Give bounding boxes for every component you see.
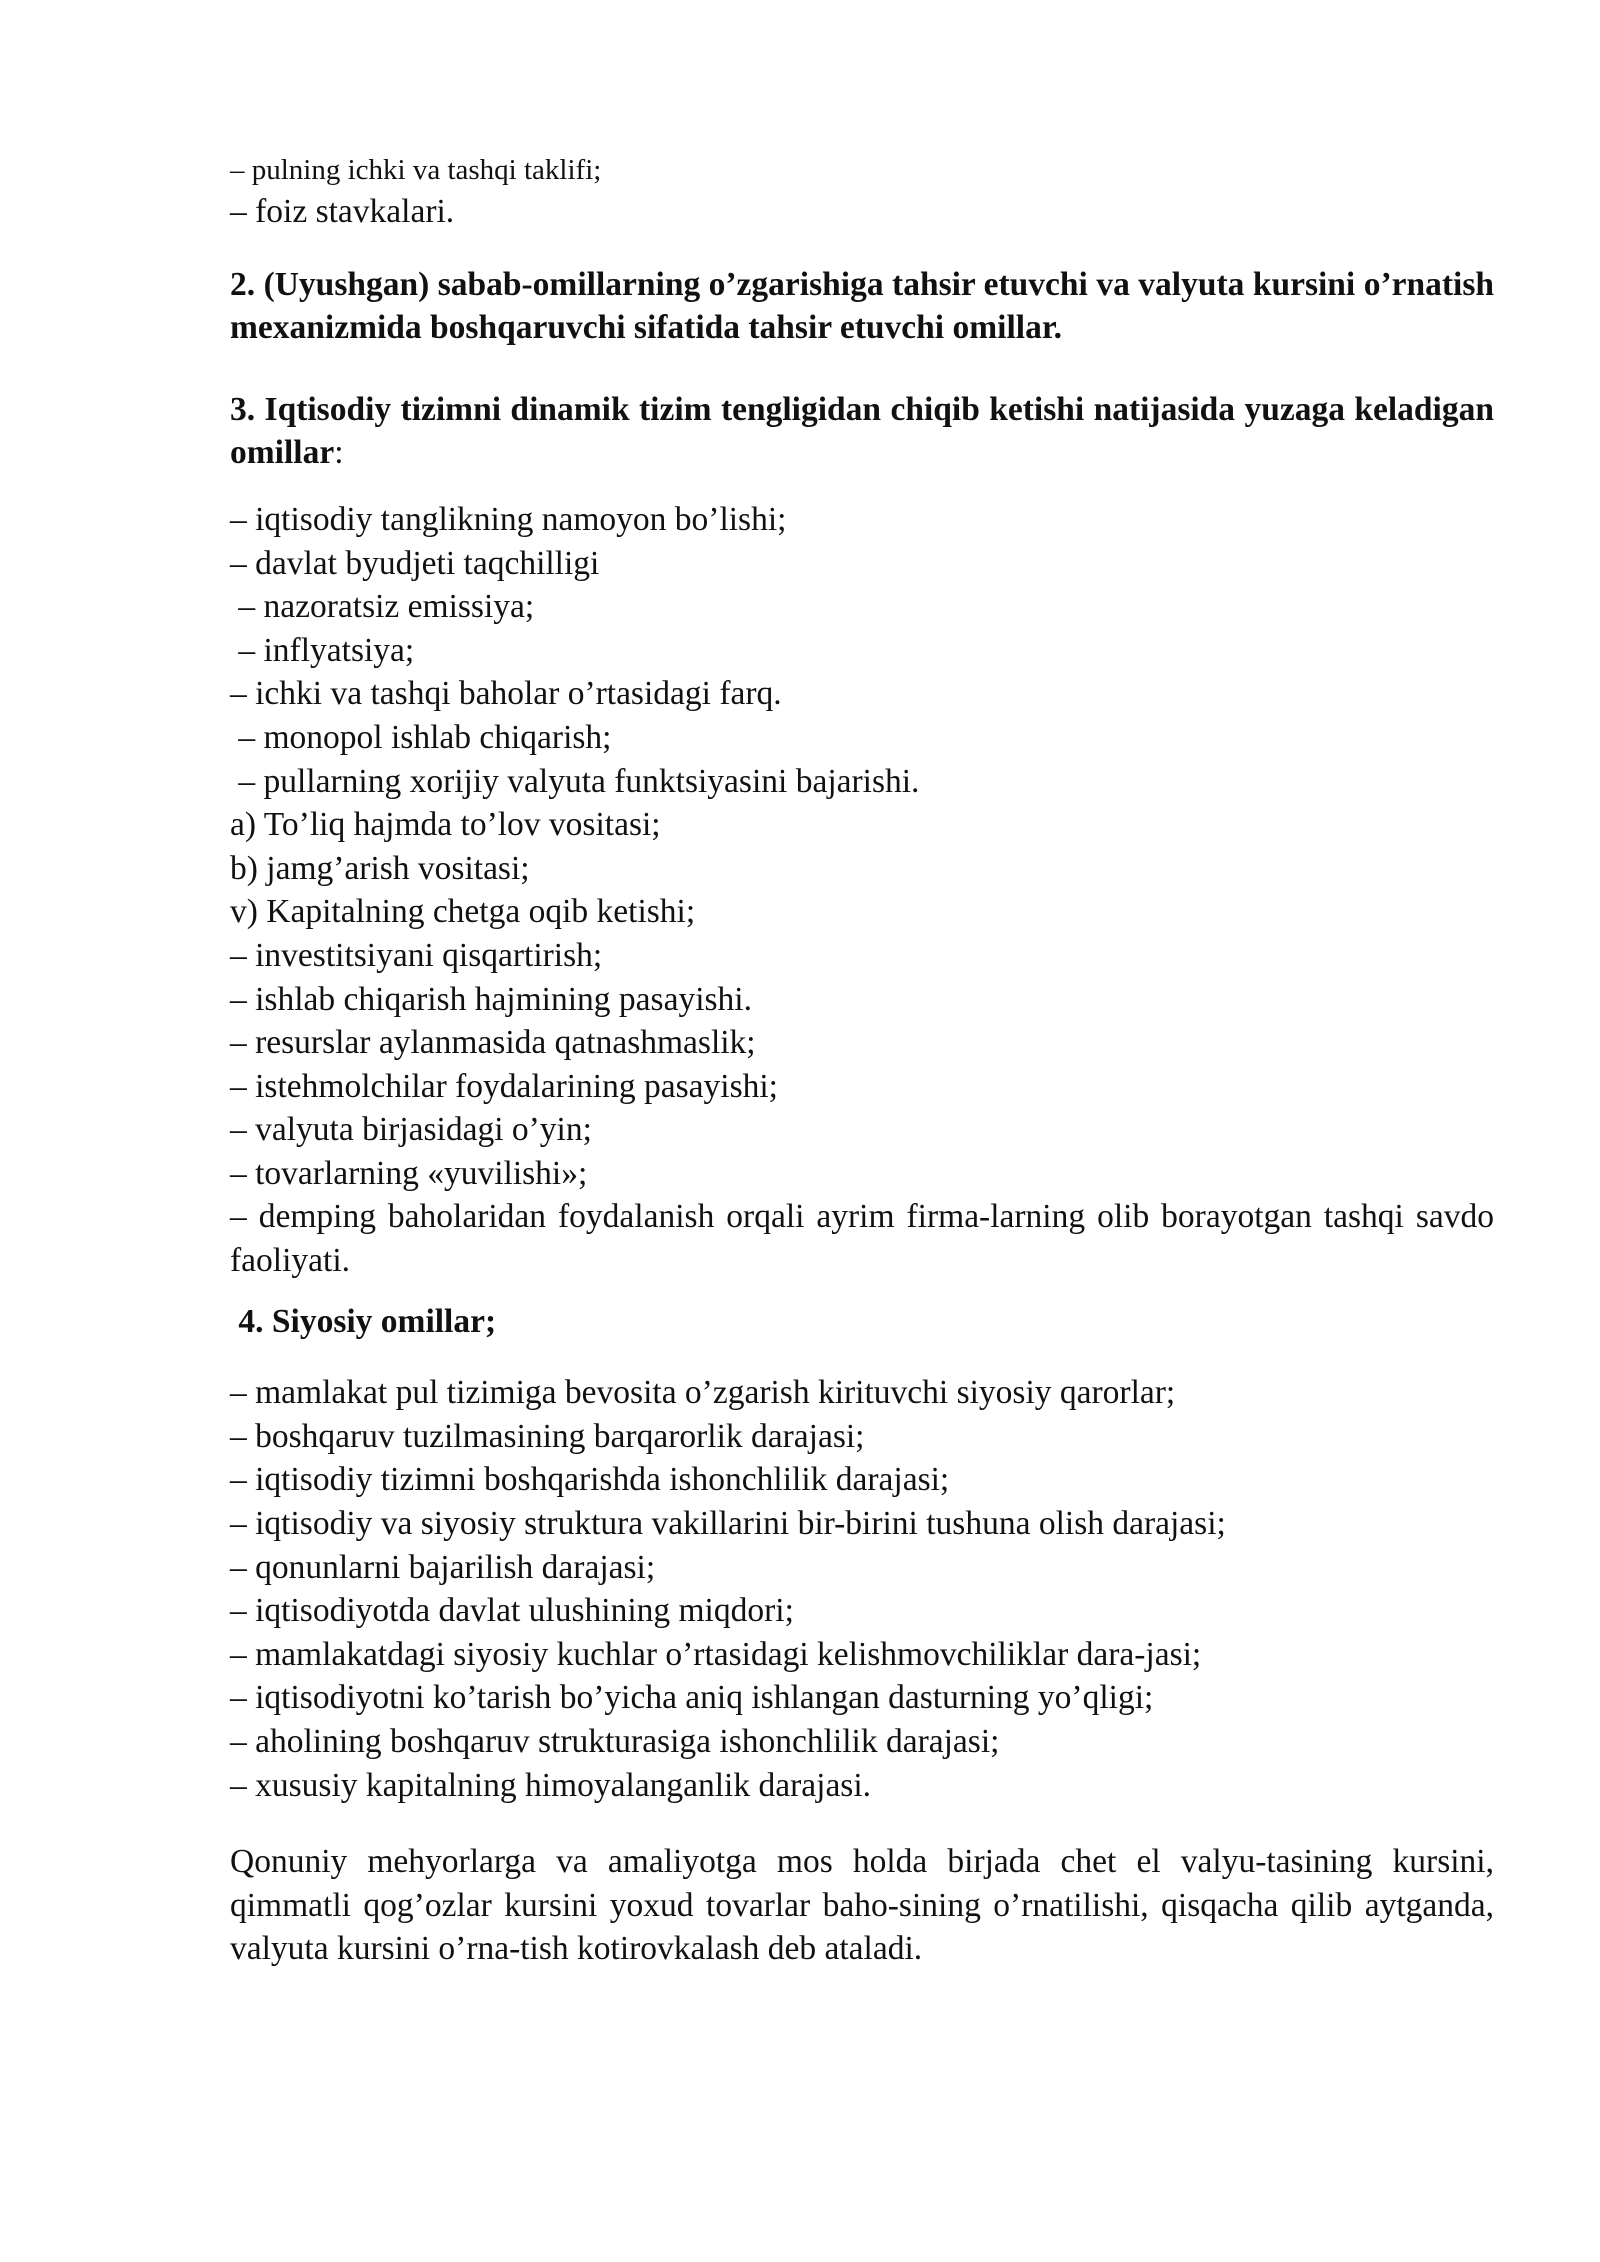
list-item: – valyuta birjasidagi o’yin; bbox=[230, 1111, 592, 1149]
list-item: – monopol ishlab chiqarish; bbox=[230, 718, 612, 756]
section-4-list bbox=[230, 1371, 1494, 1807]
section-3-heading-block bbox=[230, 388, 1494, 475]
section-3-list bbox=[230, 498, 1494, 1283]
section-3-heading: 3. Iqtisodiy tizimni dinamik tizim tengligidan chiqib ketishi natijasida yuzaga keladigan omillar bbox=[230, 390, 1494, 472]
list-item: a) To’liq hajmda to’lov vositasi; bbox=[230, 806, 661, 844]
list-item: – nazoratsiz emissiya; bbox=[230, 588, 535, 626]
closing-paragraph-block bbox=[230, 1840, 1494, 1971]
list-item: – istehmolchilar foydalarining pasayishi; bbox=[230, 1067, 778, 1105]
list-item: – qonunlarni bajarilish darajasi; bbox=[230, 1548, 656, 1586]
list-item: – iqtisodiyotni ko’tarish bo’yicha aniq ishlangan dasturning yo’qligi; bbox=[230, 1679, 1154, 1717]
list-item: – resurslar aylanmasida qatnashmaslik; bbox=[230, 1024, 756, 1062]
section-2 bbox=[230, 263, 1494, 350]
list-item: – mamlakatdagi siyosiy kuchlar o’rtasidagi kelishmovchiliklar dara-jasi; bbox=[230, 1635, 1202, 1673]
list-item: – pulning ichki va tashqi taklifi; bbox=[230, 154, 602, 186]
section-3 bbox=[230, 388, 1494, 475]
list-item: – pullarning xorijiy valyuta funktsiyasini bajarishi. bbox=[230, 762, 920, 800]
section-4-heading: 4. Siyosiy omillar; bbox=[230, 1302, 497, 1340]
list-item: – inflyatsiya; bbox=[230, 631, 415, 669]
list-item: – mamlakat pul tizimiga bevosita o’zgarish kirituvchi siyosiy qarorlar; bbox=[230, 1374, 1176, 1412]
section-4 bbox=[230, 1300, 1494, 1344]
list-item: – boshqaruv tuzilmasining barqarorlik darajasi; bbox=[230, 1417, 865, 1455]
list-item: – investitsiyani qisqartirish; bbox=[230, 936, 603, 974]
list-item: – aholining boshqaruv strukturasiga ishonchlilik darajasi; bbox=[230, 1723, 1000, 1760]
list-item: – ishlab chiqarish hajmining pasayishi. bbox=[230, 980, 752, 1018]
section-2-heading: 2. (Uyushgan) sabab-omillarning o’zgarishiga tahsir etuvchi va valyuta kursini o’rnatish mexanizmida boshqaruvchi sifatida tahsir etuvchi omillar. bbox=[230, 265, 1494, 347]
list-item: – demping baholaridan foydalanish orqali ayrim firma-larning olib borayotgan tashqi savdo faoliyati. bbox=[230, 1198, 1494, 1280]
list-item: – iqtisodiy tizimni boshqarishda ishonchlilik darajasi; bbox=[230, 1461, 950, 1499]
list-item: – iqtisodiyotda davlat ulushining miqdori; bbox=[230, 1592, 794, 1630]
list-item: – iqtisodiy va siyosiy struktura vakillarini bir-birini tushuna olish darajasi; bbox=[230, 1505, 1226, 1543]
list-item: – ichki va tashqi baholar o’rtasidagi farq. bbox=[230, 675, 782, 713]
list-item: – xususiy kapitalning himoyalanganlik darajasi. bbox=[230, 1766, 872, 1804]
section-1-list bbox=[230, 150, 1494, 234]
list-item: v) Kapitalning chetga oqib ketishi; bbox=[230, 893, 696, 931]
document-page bbox=[230, 150, 1494, 1971]
list-item: b) jamg’arish vositasi; bbox=[230, 849, 530, 887]
list-item: – iqtisodiy tanglikning namoyon bo’lishi; bbox=[230, 500, 787, 538]
section-3-heading-colon: : bbox=[334, 434, 344, 472]
list-item: – foiz stavkalari. bbox=[230, 193, 455, 230]
list-item: – davlat byudjeti taqchilligi bbox=[230, 544, 600, 582]
closing-paragraph: Qonuniy mehyorlarga va amaliyotga mos holda birjada chet el valyu-tasining kursini, qimmatli qog’ozlar kursini yoxud tovarlar baho-sining o’rnatilishi, qisqacha qilib aytganda, valyuta kursini o’rna-tish kotirovkalash deb ataladi. bbox=[230, 1843, 1494, 1968]
list-item: – tovarlarning «yuvilishi»; bbox=[230, 1154, 588, 1192]
